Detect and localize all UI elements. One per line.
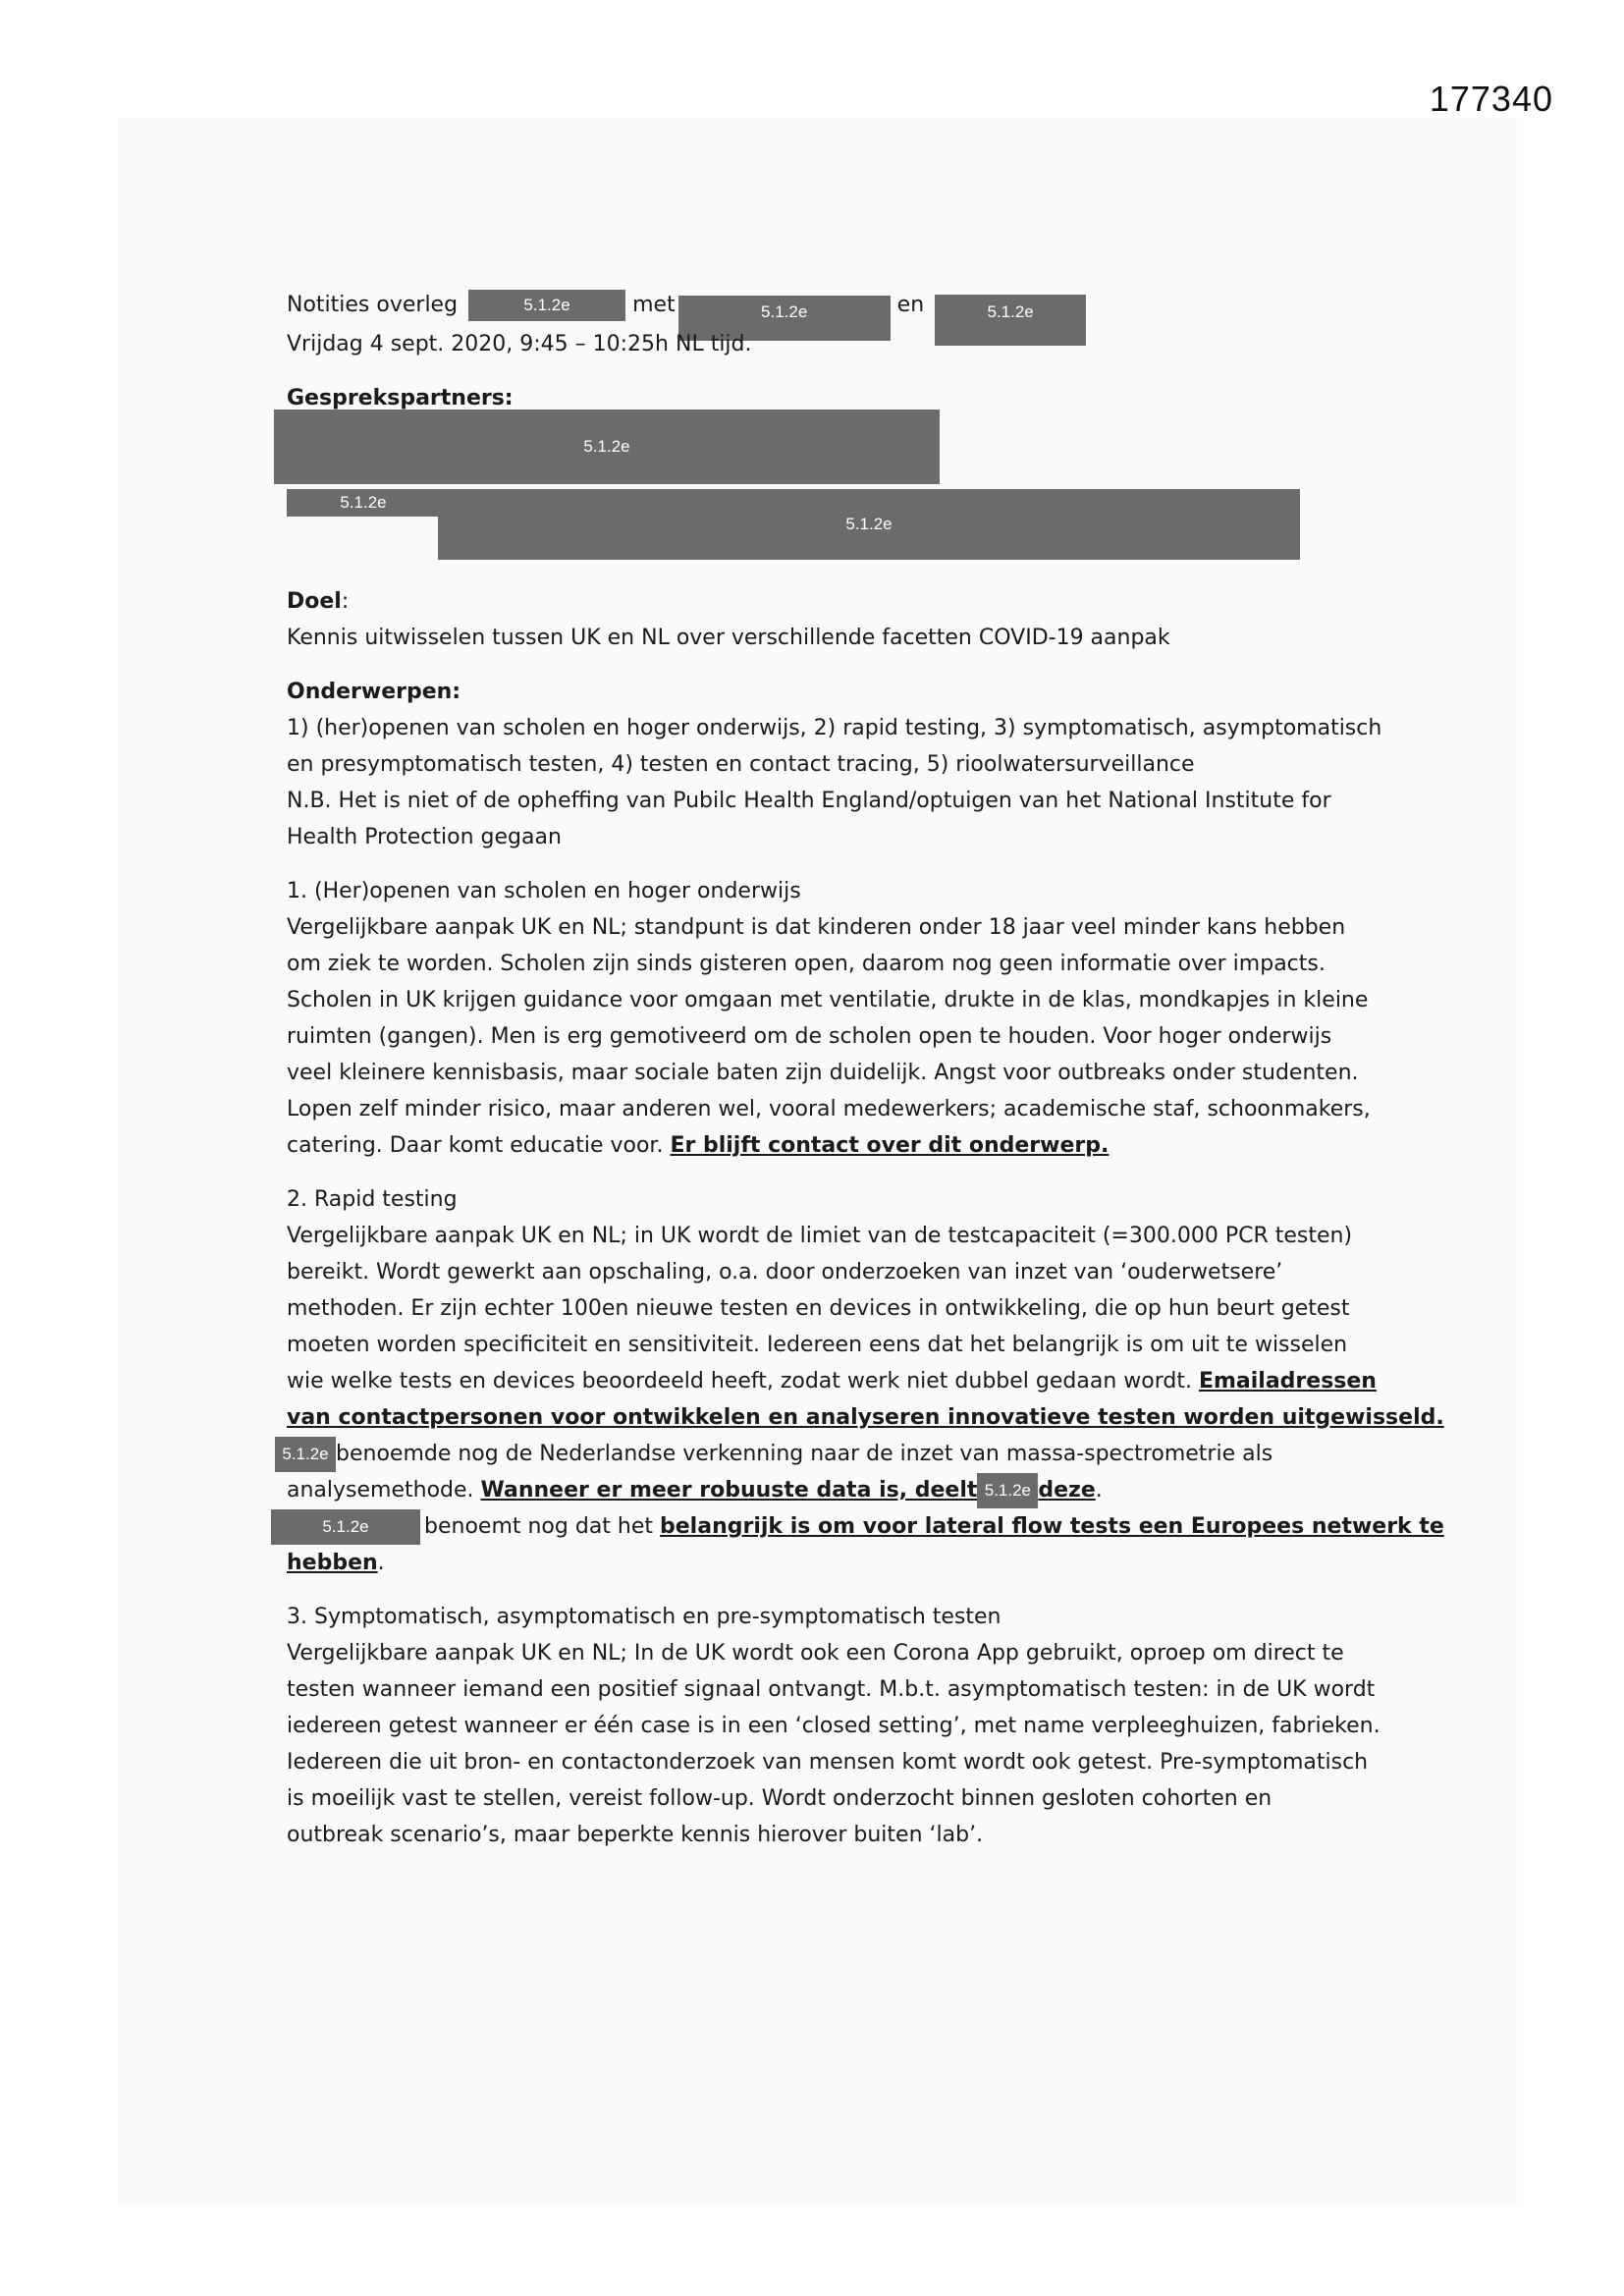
redaction-block bbox=[275, 1437, 336, 1472]
section2-action-point: belangrijk is om voor lateral flow tests een Europees netwerk te bbox=[660, 1514, 1444, 1539]
doel-heading bbox=[287, 583, 1357, 620]
section2-line9-plain: benoemt nog dat het bbox=[424, 1514, 661, 1539]
onderwerpen-line: en presymptomatisch testen, 4) testen en contact tracing, 5) rioolwatersurveillance bbox=[287, 752, 1195, 777]
section2-action-point: Emailadressen bbox=[1198, 1369, 1377, 1394]
section2-line bbox=[287, 1472, 1357, 1508]
doel-heading-text: Doel bbox=[287, 589, 342, 614]
redaction-code: 5.1.2e bbox=[282, 1445, 329, 1463]
document-number: 177340 bbox=[1429, 79, 1553, 119]
redaction-block bbox=[271, 1509, 420, 1545]
document-body bbox=[282, 285, 1444, 1853]
section3-line: is moeilijk vast te stellen, vereist follow-up. Wordt onderzocht binnen gesloten cohorten en bbox=[287, 1786, 1272, 1811]
section2-heading: 2. Rapid testing bbox=[287, 1187, 458, 1212]
onderwerpen-line: Health Protection gegaan bbox=[287, 825, 562, 849]
section2-line bbox=[275, 1436, 1357, 1472]
section2-line bbox=[287, 1363, 1377, 1399]
redaction-block bbox=[468, 290, 625, 321]
section2-action-point: Wanneer er meer robuuste data is, deelt bbox=[480, 1478, 978, 1503]
section3-line: outbreak scenario’s, maar beperkte kennis hierover buiten ‘lab’. bbox=[287, 1823, 984, 1847]
section1-line: om ziek te worden. Scholen zijn sinds gisteren open, daarom nog geen informatie over impacts. bbox=[287, 952, 1326, 976]
section3-line: Vergelijkbare aanpak UK en NL; In de UK wordt ook een Corona App gebruikt, oproep om direct te bbox=[287, 1641, 1344, 1666]
section3-line: testen wanneer iemand een positief signaal ontvangt. M.b.t. asymptomatisch testen: in de UK wordt bbox=[287, 1677, 1376, 1702]
section2-line: moeten worden specificiteit en sensitiviteit. Iedereen eens dat het belangrijk is om uit te wisselen bbox=[287, 1333, 1348, 1357]
section2-line10-end: . bbox=[377, 1551, 385, 1575]
onderwerpen-heading: Onderwerpen: bbox=[287, 680, 461, 704]
redaction-code: 5.1.2e bbox=[761, 302, 808, 321]
title-and-word: en bbox=[896, 293, 925, 317]
redaction-code: 5.1.2e bbox=[583, 437, 630, 456]
section1-line: Lopen zelf minder risico, maar anderen wel, vooral medewerkers; academische staf, schoonmakers, bbox=[287, 1097, 1371, 1121]
doel-colon: : bbox=[341, 589, 350, 614]
section2-line: Vergelijkbare aanpak UK en NL; in UK wordt de limiet van de testcapaciteit (=300.000 PCR testen) bbox=[287, 1224, 1353, 1248]
section2-action-point-end: deze bbox=[1038, 1478, 1096, 1503]
section1-line: veel kleinere kennisbasis, maar sociale baten zijn duidelijk. Angst voor outbreaks onder studenten. bbox=[287, 1061, 1359, 1085]
section2-action-point-cont: van contactpersonen voor ontwikkelen en analyseren innovatieve testen worden uitgewisseld. bbox=[287, 1405, 1444, 1430]
section1-line-last bbox=[287, 1127, 1357, 1164]
redaction-code: 5.1.2e bbox=[987, 302, 1034, 321]
section3-line: Iedereen die uit bron- en contactonderzoek van mensen komt wordt ook getest. Pre-symptomatisch bbox=[287, 1750, 1369, 1775]
redaction-code: 5.1.2e bbox=[340, 493, 387, 512]
section2-line bbox=[271, 1508, 1444, 1545]
section1-action-point: Er blijft contact over dit onderwerp. bbox=[670, 1133, 1110, 1158]
title-prefix: Notities overleg bbox=[287, 293, 459, 317]
section2-line: methoden. Er zijn echter 100en nieuwe testen en devices in ontwikkeling, die op hun beurt getest bbox=[287, 1296, 1350, 1321]
partners-redacted-area bbox=[287, 416, 1357, 583]
section2-action-point-cont: hebben bbox=[287, 1551, 378, 1575]
redaction-code: 5.1.2e bbox=[322, 1517, 369, 1536]
section2-line5-plain: wie welke tests en devices beoordeeld heeft, zodat werk niet dubbel gedaan wordt. bbox=[287, 1369, 1199, 1394]
section1-line: Scholen in UK krijgen guidance voor omgaan met ventilatie, drukte in de klas, mondkapjes in kleine bbox=[287, 988, 1369, 1012]
redaction-block bbox=[977, 1473, 1038, 1508]
section1-line: Vergelijkbare aanpak UK en NL; standpunt is dat kinderen onder 18 jaar veel minder kans hebben bbox=[287, 915, 1346, 940]
redaction-code: 5.1.2e bbox=[845, 515, 893, 533]
redaction-code: 5.1.2e bbox=[984, 1481, 1032, 1500]
doel-text: Kennis uitwisselen tussen UK en NL over verschillende facetten COVID-19 aanpak bbox=[287, 626, 1170, 650]
section2-line8-end: . bbox=[1095, 1478, 1103, 1503]
section2-line: bereikt. Wordt gewerkt aan opschaling, o.a. door onderzoeken van inzet van ‘ouderwetsere’ bbox=[287, 1260, 1283, 1285]
partners-heading: Gesprekspartners: bbox=[287, 386, 514, 410]
section2-line8-plain: analysemethode. bbox=[287, 1478, 481, 1503]
redaction-code: 5.1.2e bbox=[523, 296, 570, 314]
section1-last-plain: catering. Daar komt educatie voor. bbox=[287, 1133, 671, 1158]
redaction-block bbox=[935, 295, 1086, 346]
section1-heading: 1. (Her)openen van scholen en hoger onderwijs bbox=[287, 879, 801, 903]
section2-line7-plain: benoemde nog de Nederlandse verkenning naar de inzet van massa-spectrometrie als bbox=[336, 1442, 1273, 1466]
section1-line: ruimten (gangen). Men is erg gemotiveerd om de scholen open te houden. Voor hoger onderwijs bbox=[287, 1024, 1332, 1049]
onderwerpen-line: 1) (her)openen van scholen en hoger onderwijs, 2) rapid testing, 3) symptomatisch, asymptomatisch bbox=[287, 716, 1382, 740]
section2-line bbox=[287, 1545, 1357, 1581]
date-line: Vrijdag 4 sept. 2020, 9:45 – 10:25h NL tijd. bbox=[287, 332, 752, 356]
title-with-word: met bbox=[632, 293, 676, 317]
section3-line: iedereen getest wanneer er één case is in een ‘closed setting’, met name verpleeghuizen, fabrieken. bbox=[287, 1714, 1380, 1738]
onderwerpen-line: N.B. Het is niet of de opheffing van Pubilc Health England/optuigen van het National Institute for bbox=[287, 789, 1331, 813]
title-line bbox=[287, 285, 1357, 326]
section3-heading: 3. Symptomatisch, asymptomatisch en pre-symptomatisch testen bbox=[287, 1605, 1001, 1629]
